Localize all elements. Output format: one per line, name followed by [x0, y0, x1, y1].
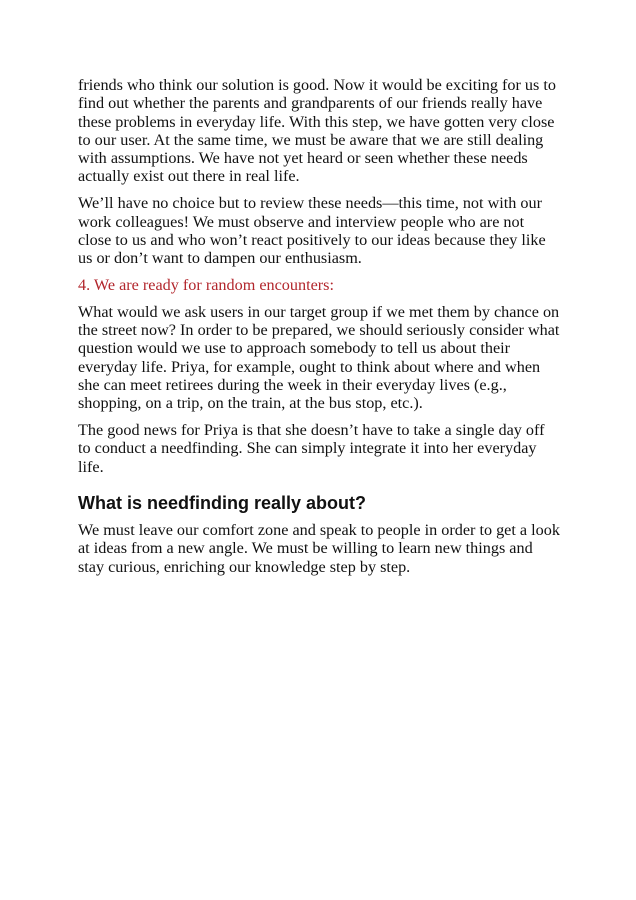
body-paragraph: We must leave our comfort zone and speak to people in order to get a look at ideas from a new angle. We must be willing to learn new things and stay curious, enriching our knowledge step by step.	[78, 520, 560, 576]
body-paragraph: friends who think our solution is good. Now it would be exciting for us to find out whether the parents and grandparents of our friends really have these problems in everyday life. With this step, we have gotten very close to our user. At the same time, we must be aware that we are still dealing with assumptions. We have not yet heard or seen whether these needs actually exist out there in real life.	[78, 76, 556, 186]
body-paragraph: We’ll have no choice but to review these needs—this time, not with our work colleagues! We must observe and interview people who are not close to us and who won’t react positively to our ideas because they like us or don’t want to dampen our enthusiasm.	[78, 194, 546, 268]
body-paragraph: The good news for Priya is that she doesn’t have to take a single day off to conduct a needfinding. She can simply integrate it into her everyday life.	[78, 421, 545, 476]
section-label: 4. We are ready for random encounters:	[78, 275, 334, 294]
document-page	[78, 76, 560, 584]
body-paragraph: What would we ask users in our target group if we met them by chance on the street now? In order to be prepared, we should seriously consider what question would we use to approach somebody to tell us about their everyday life. Priya, for example, ought to think about where and when she can meet retirees during the week in their everyday lives (e.g., shopping, on a trip, on the train, at the bus stop, etc.).	[78, 302, 560, 413]
section-heading: What is needfinding really about?	[78, 492, 367, 513]
